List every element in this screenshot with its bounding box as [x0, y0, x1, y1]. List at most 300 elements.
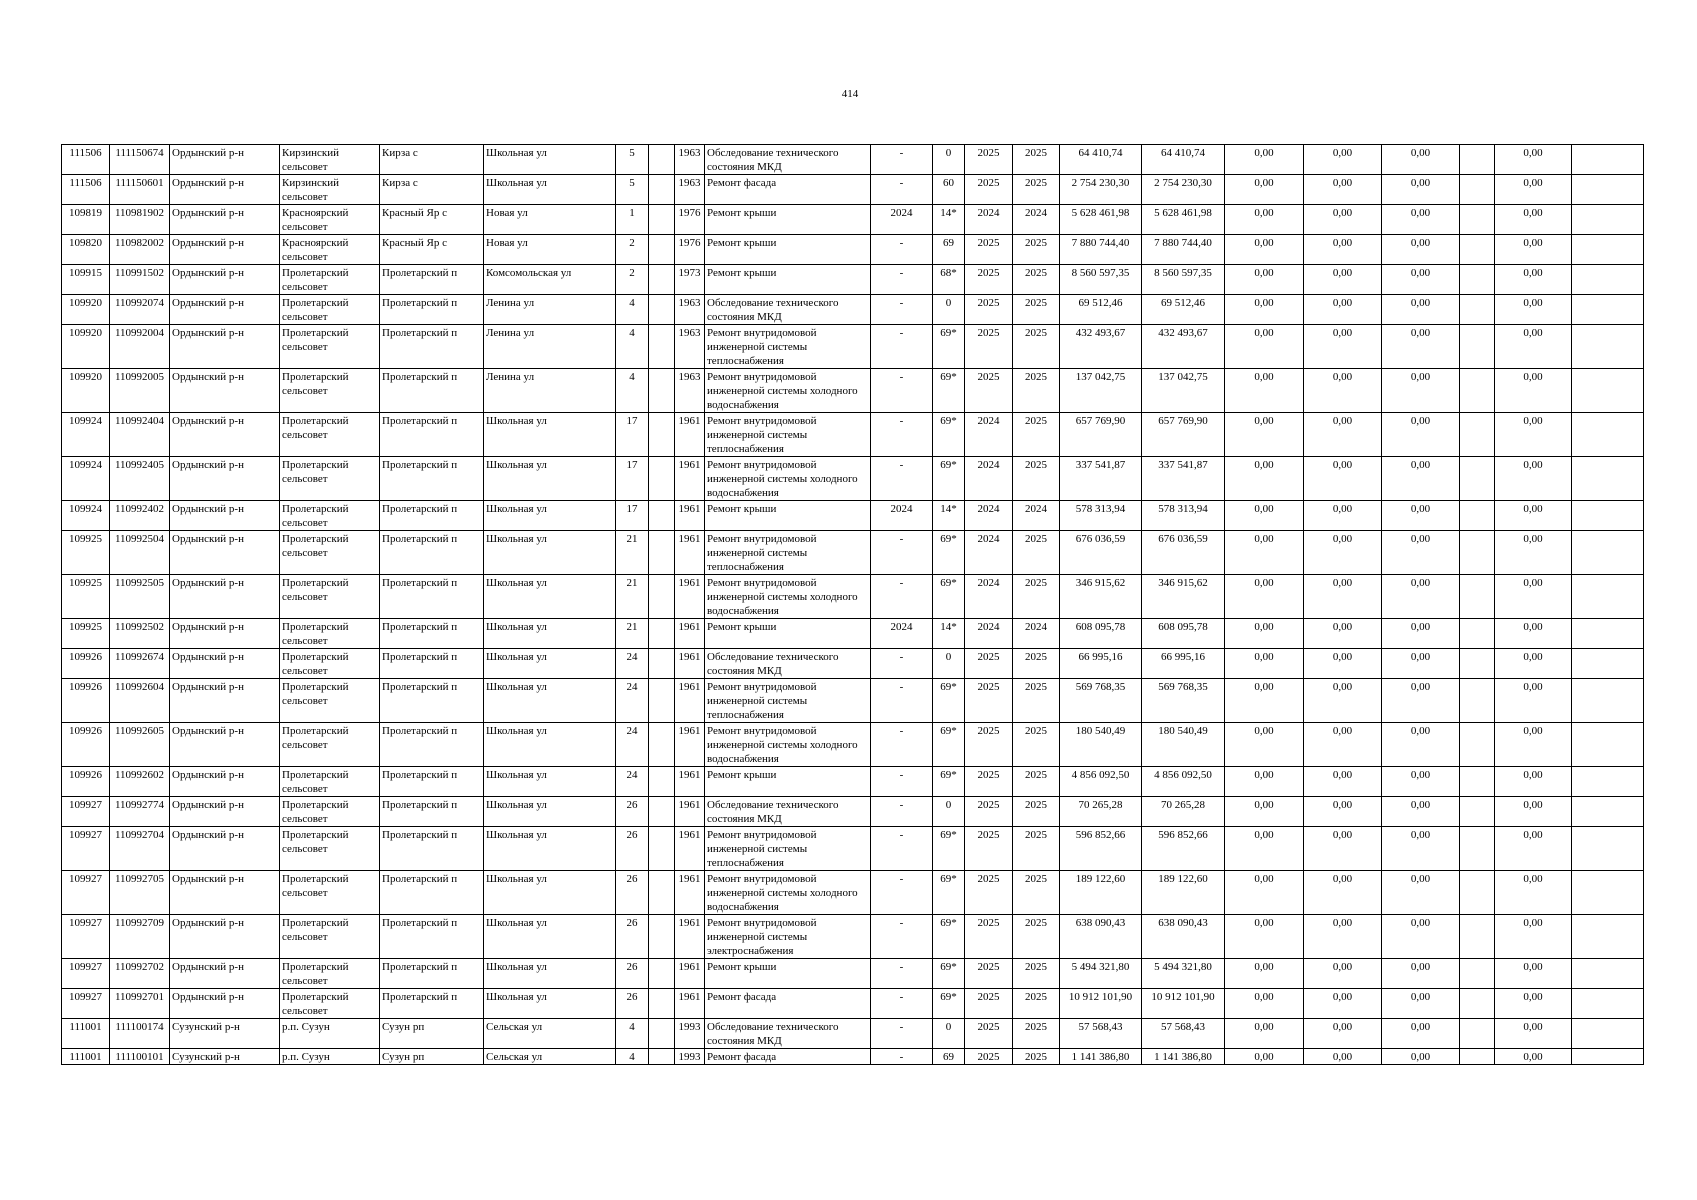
cell-work-type: Обследование технического состояния МКД — [705, 145, 871, 175]
cell-amount-2: 0,00 — [1304, 723, 1382, 767]
cell-cost-total: 346 915,62 — [1060, 575, 1142, 619]
cell-district: Ордынский р-н — [170, 797, 280, 827]
cell-amount-2: 0,00 — [1304, 369, 1382, 413]
cell-year: 1961 — [675, 619, 705, 649]
cell-code: 110992504 — [110, 531, 170, 575]
cell-code: 110992701 — [110, 989, 170, 1019]
cell-amount-4 — [1460, 649, 1495, 679]
cell-wear: 0 — [933, 1019, 965, 1049]
cell-cost-total: 5 628 461,98 — [1060, 205, 1142, 235]
cell-district: Ордынский р-н — [170, 413, 280, 457]
cell-house: 2 — [616, 265, 649, 295]
cell-id: 109927 — [62, 871, 110, 915]
cell-korpus — [649, 325, 675, 369]
cell-work-type: Ремонт внутридомовой инженерной системы теплоснабжения — [705, 325, 871, 369]
cell-amount-2: 0,00 — [1304, 145, 1382, 175]
cell-district: Ордынский р-н — [170, 679, 280, 723]
cell-amount-6 — [1572, 205, 1644, 235]
cell-municipality: Кирзинский сельсовет — [280, 175, 380, 205]
cell-plan-start: 2025 — [965, 959, 1013, 989]
cell-amount-1: 0,00 — [1225, 915, 1304, 959]
cell-amount-2: 0,00 — [1304, 1049, 1382, 1065]
cell-municipality: Пролетарский сельсовет — [280, 369, 380, 413]
cell-korpus — [649, 175, 675, 205]
cell-plan-start: 2025 — [965, 989, 1013, 1019]
cell-wear: 14* — [933, 205, 965, 235]
cell-settlement: Пролетарский п — [380, 827, 484, 871]
cell-wear: 69* — [933, 325, 965, 369]
cell-cost-fund: 676 036,59 — [1142, 531, 1225, 575]
cell-plan-end: 2025 — [1013, 325, 1060, 369]
cell-house: 1 — [616, 205, 649, 235]
cell-amount-6 — [1572, 295, 1644, 325]
cell-district: Ордынский р-н — [170, 295, 280, 325]
cell-year: 1961 — [675, 501, 705, 531]
cell-cost-fund: 578 313,94 — [1142, 501, 1225, 531]
cell-amount-6 — [1572, 619, 1644, 649]
cell-amount-1: 0,00 — [1225, 457, 1304, 501]
cell-street: Школьная ул — [484, 531, 616, 575]
cell-korpus — [649, 145, 675, 175]
cell-plan-start: 2024 — [965, 531, 1013, 575]
table-row — [62, 679, 1644, 723]
cell-amount-3: 0,00 — [1382, 915, 1460, 959]
table-row — [62, 767, 1644, 797]
cell-year: 1973 — [675, 265, 705, 295]
cell-amount-6 — [1572, 915, 1644, 959]
cell-cost-total: 64 410,74 — [1060, 145, 1142, 175]
cell-plan-end: 2024 — [1013, 619, 1060, 649]
table-row — [62, 295, 1644, 325]
cell-work-type: Ремонт крыши — [705, 959, 871, 989]
cell-amount-3: 0,00 — [1382, 1019, 1460, 1049]
cell-settlement: Сузун рп — [380, 1019, 484, 1049]
cell-cost-fund: 180 540,49 — [1142, 723, 1225, 767]
cell-id: 109915 — [62, 265, 110, 295]
table-row — [62, 575, 1644, 619]
cell-amount-6 — [1572, 767, 1644, 797]
cell-work-type: Ремонт фасада — [705, 1049, 871, 1065]
cell-district: Ордынский р-н — [170, 235, 280, 265]
table-row — [62, 827, 1644, 871]
cell-plan-end: 2025 — [1013, 369, 1060, 413]
cell-code: 110992602 — [110, 767, 170, 797]
cell-district: Ордынский р-н — [170, 915, 280, 959]
cell-amount-4 — [1460, 369, 1495, 413]
cell-street: Школьная ул — [484, 871, 616, 915]
cell-amount-5: 0,00 — [1495, 915, 1572, 959]
cell-amount-2: 0,00 — [1304, 295, 1382, 325]
cell-amount-1: 0,00 — [1225, 1049, 1304, 1065]
cell-cost-fund: 4 856 092,50 — [1142, 767, 1225, 797]
cell-code: 110992502 — [110, 619, 170, 649]
cell-street: Школьная ул — [484, 915, 616, 959]
cell-settlement: Пролетарский п — [380, 501, 484, 531]
cell-plan-start: 2025 — [965, 915, 1013, 959]
cell-amount-1: 0,00 — [1225, 235, 1304, 265]
cell-year: 1963 — [675, 325, 705, 369]
cell-amount-1: 0,00 — [1225, 767, 1304, 797]
cell-amount-1: 0,00 — [1225, 205, 1304, 235]
cell-cost-fund: 657 769,90 — [1142, 413, 1225, 457]
cell-amount-2: 0,00 — [1304, 679, 1382, 723]
cell-settlement: Пролетарский п — [380, 325, 484, 369]
cell-cost-total: 189 122,60 — [1060, 871, 1142, 915]
cell-district: Ордынский р-н — [170, 531, 280, 575]
cell-work-type: Ремонт крыши — [705, 767, 871, 797]
cell-amount-5: 0,00 — [1495, 959, 1572, 989]
cell-id: 109920 — [62, 325, 110, 369]
cell-id: 109920 — [62, 369, 110, 413]
cell-plan-end: 2024 — [1013, 501, 1060, 531]
cell-street: Сельская ул — [484, 1019, 616, 1049]
cell-korpus — [649, 619, 675, 649]
cell-settlement: Красный Яр с — [380, 205, 484, 235]
cell-district: Ордынский р-н — [170, 871, 280, 915]
cell-korpus — [649, 959, 675, 989]
cell-amount-2: 0,00 — [1304, 797, 1382, 827]
cell-street: Школьная ул — [484, 457, 616, 501]
cell-municipality: Пролетарский сельсовет — [280, 959, 380, 989]
cell-prev-year: - — [871, 679, 933, 723]
cell-plan-end: 2025 — [1013, 1019, 1060, 1049]
table-row — [62, 369, 1644, 413]
cell-amount-3: 0,00 — [1382, 235, 1460, 265]
cell-house: 4 — [616, 369, 649, 413]
cell-id: 109924 — [62, 413, 110, 457]
cell-amount-5: 0,00 — [1495, 1049, 1572, 1065]
cell-amount-4 — [1460, 413, 1495, 457]
cell-settlement: Кирза с — [380, 145, 484, 175]
cell-amount-3: 0,00 — [1382, 827, 1460, 871]
cell-cost-total: 10 912 101,90 — [1060, 989, 1142, 1019]
cell-cost-fund: 69 512,46 — [1142, 295, 1225, 325]
cell-prev-year: - — [871, 457, 933, 501]
cell-amount-2: 0,00 — [1304, 175, 1382, 205]
cell-house: 21 — [616, 575, 649, 619]
cell-street: Школьная ул — [484, 827, 616, 871]
cell-municipality: Пролетарский сельсовет — [280, 723, 380, 767]
cell-code: 110992705 — [110, 871, 170, 915]
cell-plan-start: 2024 — [965, 457, 1013, 501]
cell-work-type: Ремонт внутридомовой инженерной системы теплоснабжения — [705, 531, 871, 575]
cell-amount-2: 0,00 — [1304, 915, 1382, 959]
cell-district: Ордынский р-н — [170, 457, 280, 501]
cell-korpus — [649, 827, 675, 871]
cell-id: 109820 — [62, 235, 110, 265]
cell-cost-total: 2 754 230,30 — [1060, 175, 1142, 205]
cell-work-type: Ремонт крыши — [705, 265, 871, 295]
cell-amount-6 — [1572, 575, 1644, 619]
cell-work-type: Обследование технического состояния МКД — [705, 797, 871, 827]
cell-district: Ордынский р-н — [170, 205, 280, 235]
cell-cost-total: 638 090,43 — [1060, 915, 1142, 959]
cell-plan-end: 2025 — [1013, 457, 1060, 501]
cell-id: 109927 — [62, 959, 110, 989]
cell-settlement: Сузун рп — [380, 1049, 484, 1065]
cell-cost-fund: 638 090,43 — [1142, 915, 1225, 959]
cell-id: 109924 — [62, 501, 110, 531]
cell-municipality: Кирзинский сельсовет — [280, 145, 380, 175]
cell-amount-1: 0,00 — [1225, 619, 1304, 649]
cell-amount-3: 0,00 — [1382, 767, 1460, 797]
cell-amount-5: 0,00 — [1495, 871, 1572, 915]
cell-prev-year: - — [871, 1019, 933, 1049]
cell-wear: 69* — [933, 413, 965, 457]
cell-amount-4 — [1460, 265, 1495, 295]
cell-house: 17 — [616, 457, 649, 501]
cell-amount-2: 0,00 — [1304, 1019, 1382, 1049]
cell-year: 1961 — [675, 679, 705, 723]
cell-amount-5: 0,00 — [1495, 501, 1572, 531]
cell-korpus — [649, 1049, 675, 1065]
cell-municipality: Пролетарский сельсовет — [280, 649, 380, 679]
cell-wear: 14* — [933, 501, 965, 531]
cell-house: 26 — [616, 959, 649, 989]
cell-amount-5: 0,00 — [1495, 767, 1572, 797]
cell-settlement: Пролетарский п — [380, 679, 484, 723]
cell-plan-end: 2025 — [1013, 827, 1060, 871]
cell-id: 109926 — [62, 767, 110, 797]
cell-plan-end: 2025 — [1013, 767, 1060, 797]
capital-repair-table — [61, 144, 1644, 1065]
cell-work-type: Ремонт внутридомовой инженерной системы холодного водоснабжения — [705, 871, 871, 915]
cell-amount-5: 0,00 — [1495, 649, 1572, 679]
cell-municipality: Пролетарский сельсовет — [280, 413, 380, 457]
cell-street: Школьная ул — [484, 413, 616, 457]
cell-municipality: Пролетарский сельсовет — [280, 531, 380, 575]
cell-settlement: Пролетарский п — [380, 457, 484, 501]
cell-street: Сельская ул — [484, 1049, 616, 1065]
cell-plan-start: 2024 — [965, 619, 1013, 649]
cell-amount-4 — [1460, 723, 1495, 767]
cell-wear: 60 — [933, 175, 965, 205]
cell-cost-total: 1 141 386,80 — [1060, 1049, 1142, 1065]
cell-amount-3: 0,00 — [1382, 501, 1460, 531]
cell-amount-6 — [1572, 235, 1644, 265]
cell-settlement: Пролетарский п — [380, 797, 484, 827]
cell-plan-start: 2025 — [965, 369, 1013, 413]
cell-amount-4 — [1460, 325, 1495, 369]
cell-amount-4 — [1460, 797, 1495, 827]
cell-plan-end: 2024 — [1013, 205, 1060, 235]
cell-house: 17 — [616, 501, 649, 531]
cell-year: 1961 — [675, 413, 705, 457]
cell-plan-start: 2025 — [965, 295, 1013, 325]
cell-house: 26 — [616, 797, 649, 827]
cell-cost-fund: 137 042,75 — [1142, 369, 1225, 413]
cell-amount-4 — [1460, 501, 1495, 531]
cell-cost-fund: 189 122,60 — [1142, 871, 1225, 915]
cell-amount-4 — [1460, 457, 1495, 501]
cell-plan-end: 2025 — [1013, 649, 1060, 679]
table-row — [62, 619, 1644, 649]
cell-year: 1961 — [675, 827, 705, 871]
cell-cost-fund: 569 768,35 — [1142, 679, 1225, 723]
cell-korpus — [649, 369, 675, 413]
cell-cost-total: 66 995,16 — [1060, 649, 1142, 679]
cell-municipality: Красноярский сельсовет — [280, 205, 380, 235]
cell-municipality: Пролетарский сельсовет — [280, 265, 380, 295]
cell-settlement: Пролетарский п — [380, 369, 484, 413]
cell-korpus — [649, 723, 675, 767]
cell-wear: 0 — [933, 649, 965, 679]
cell-house: 26 — [616, 827, 649, 871]
cell-wear: 69* — [933, 723, 965, 767]
cell-amount-6 — [1572, 797, 1644, 827]
cell-amount-5: 0,00 — [1495, 989, 1572, 1019]
cell-prev-year: 2024 — [871, 619, 933, 649]
cell-prev-year: - — [871, 145, 933, 175]
cell-municipality: р.п. Сузун — [280, 1019, 380, 1049]
cell-district: Ордынский р-н — [170, 989, 280, 1019]
cell-wear: 69* — [933, 915, 965, 959]
cell-amount-3: 0,00 — [1382, 989, 1460, 1019]
cell-plan-end: 2025 — [1013, 531, 1060, 575]
cell-amount-2: 0,00 — [1304, 827, 1382, 871]
cell-house: 24 — [616, 723, 649, 767]
cell-id: 109925 — [62, 575, 110, 619]
cell-korpus — [649, 413, 675, 457]
cell-prev-year: - — [871, 989, 933, 1019]
cell-municipality: Пролетарский сельсовет — [280, 827, 380, 871]
cell-year: 1963 — [675, 295, 705, 325]
cell-id: 109819 — [62, 205, 110, 235]
cell-prev-year: - — [871, 295, 933, 325]
cell-code: 110992074 — [110, 295, 170, 325]
cell-amount-6 — [1572, 531, 1644, 575]
cell-municipality: Пролетарский сельсовет — [280, 457, 380, 501]
cell-work-type: Ремонт внутридомовой инженерной системы теплоснабжения — [705, 679, 871, 723]
table-row — [62, 413, 1644, 457]
cell-id: 109920 — [62, 295, 110, 325]
cell-plan-start: 2024 — [965, 501, 1013, 531]
cell-code: 110991502 — [110, 265, 170, 295]
cell-amount-6 — [1572, 723, 1644, 767]
cell-korpus — [649, 501, 675, 531]
cell-amount-1: 0,00 — [1225, 501, 1304, 531]
cell-amount-2: 0,00 — [1304, 235, 1382, 265]
cell-amount-5: 0,00 — [1495, 175, 1572, 205]
cell-amount-3: 0,00 — [1382, 619, 1460, 649]
cell-work-type: Обследование технического состояния МКД — [705, 649, 871, 679]
cell-house: 24 — [616, 679, 649, 723]
cell-plan-end: 2025 — [1013, 265, 1060, 295]
cell-amount-4 — [1460, 767, 1495, 797]
table-row — [62, 325, 1644, 369]
table-row — [62, 1019, 1644, 1049]
cell-cost-total: 69 512,46 — [1060, 295, 1142, 325]
cell-amount-1: 0,00 — [1225, 797, 1304, 827]
cell-district: Ордынский р-н — [170, 369, 280, 413]
cell-settlement: Пролетарский п — [380, 575, 484, 619]
cell-code: 110982002 — [110, 235, 170, 265]
cell-amount-5: 0,00 — [1495, 827, 1572, 871]
cell-code: 110992405 — [110, 457, 170, 501]
cell-korpus — [649, 457, 675, 501]
cell-amount-3: 0,00 — [1382, 205, 1460, 235]
cell-cost-fund: 5 494 321,80 — [1142, 959, 1225, 989]
cell-korpus — [649, 235, 675, 265]
cell-prev-year: - — [871, 915, 933, 959]
cell-plan-end: 2025 — [1013, 723, 1060, 767]
cell-amount-2: 0,00 — [1304, 501, 1382, 531]
cell-amount-3: 0,00 — [1382, 531, 1460, 575]
cell-plan-end: 2025 — [1013, 145, 1060, 175]
cell-house: 21 — [616, 531, 649, 575]
cell-amount-6 — [1572, 871, 1644, 915]
cell-cost-total: 180 540,49 — [1060, 723, 1142, 767]
cell-wear: 0 — [933, 145, 965, 175]
cell-year: 1961 — [675, 871, 705, 915]
cell-cost-fund: 608 095,78 — [1142, 619, 1225, 649]
cell-cost-total: 432 493,67 — [1060, 325, 1142, 369]
cell-house: 17 — [616, 413, 649, 457]
cell-house: 24 — [616, 767, 649, 797]
cell-amount-2: 0,00 — [1304, 531, 1382, 575]
cell-street: Школьная ул — [484, 679, 616, 723]
cell-street: Новая ул — [484, 235, 616, 265]
cell-year: 1961 — [675, 723, 705, 767]
page-number: 414 — [841, 88, 859, 100]
cell-prev-year: - — [871, 235, 933, 265]
cell-wear: 14* — [933, 619, 965, 649]
cell-amount-5: 0,00 — [1495, 575, 1572, 619]
table-row — [62, 175, 1644, 205]
cell-amount-4 — [1460, 145, 1495, 175]
cell-cost-fund: 337 541,87 — [1142, 457, 1225, 501]
cell-street: Комсомольская ул — [484, 265, 616, 295]
table-row — [62, 265, 1644, 295]
cell-plan-start: 2025 — [965, 767, 1013, 797]
cell-work-type: Ремонт внутридомовой инженерной системы теплоснабжения — [705, 827, 871, 871]
cell-work-type: Ремонт крыши — [705, 235, 871, 265]
cell-work-type: Обследование технического состояния МКД — [705, 295, 871, 325]
cell-house: 21 — [616, 619, 649, 649]
cell-cost-total: 578 313,94 — [1060, 501, 1142, 531]
cell-settlement: Пролетарский п — [380, 531, 484, 575]
cell-code: 110992704 — [110, 827, 170, 871]
cell-street: Школьная ул — [484, 723, 616, 767]
cell-korpus — [649, 767, 675, 797]
cell-wear: 69* — [933, 531, 965, 575]
cell-prev-year: - — [871, 649, 933, 679]
cell-district: Ордынский р-н — [170, 649, 280, 679]
cell-settlement: Пролетарский п — [380, 989, 484, 1019]
cell-year: 1961 — [675, 575, 705, 619]
cell-amount-6 — [1572, 649, 1644, 679]
cell-id: 109927 — [62, 915, 110, 959]
cell-plan-start: 2025 — [965, 679, 1013, 723]
cell-cost-total: 676 036,59 — [1060, 531, 1142, 575]
cell-korpus — [649, 1019, 675, 1049]
cell-prev-year: - — [871, 1049, 933, 1065]
cell-plan-end: 2025 — [1013, 1049, 1060, 1065]
cell-cost-total: 657 769,90 — [1060, 413, 1142, 457]
table-row — [62, 797, 1644, 827]
cell-plan-end: 2025 — [1013, 915, 1060, 959]
cell-code: 110992005 — [110, 369, 170, 413]
cell-settlement: Пролетарский п — [380, 649, 484, 679]
cell-id: 111506 — [62, 175, 110, 205]
cell-amount-4 — [1460, 235, 1495, 265]
cell-cost-fund: 432 493,67 — [1142, 325, 1225, 369]
table-row — [62, 235, 1644, 265]
cell-cost-total: 337 541,87 — [1060, 457, 1142, 501]
cell-street: Новая ул — [484, 205, 616, 235]
cell-plan-start: 2025 — [965, 235, 1013, 265]
cell-amount-4 — [1460, 205, 1495, 235]
